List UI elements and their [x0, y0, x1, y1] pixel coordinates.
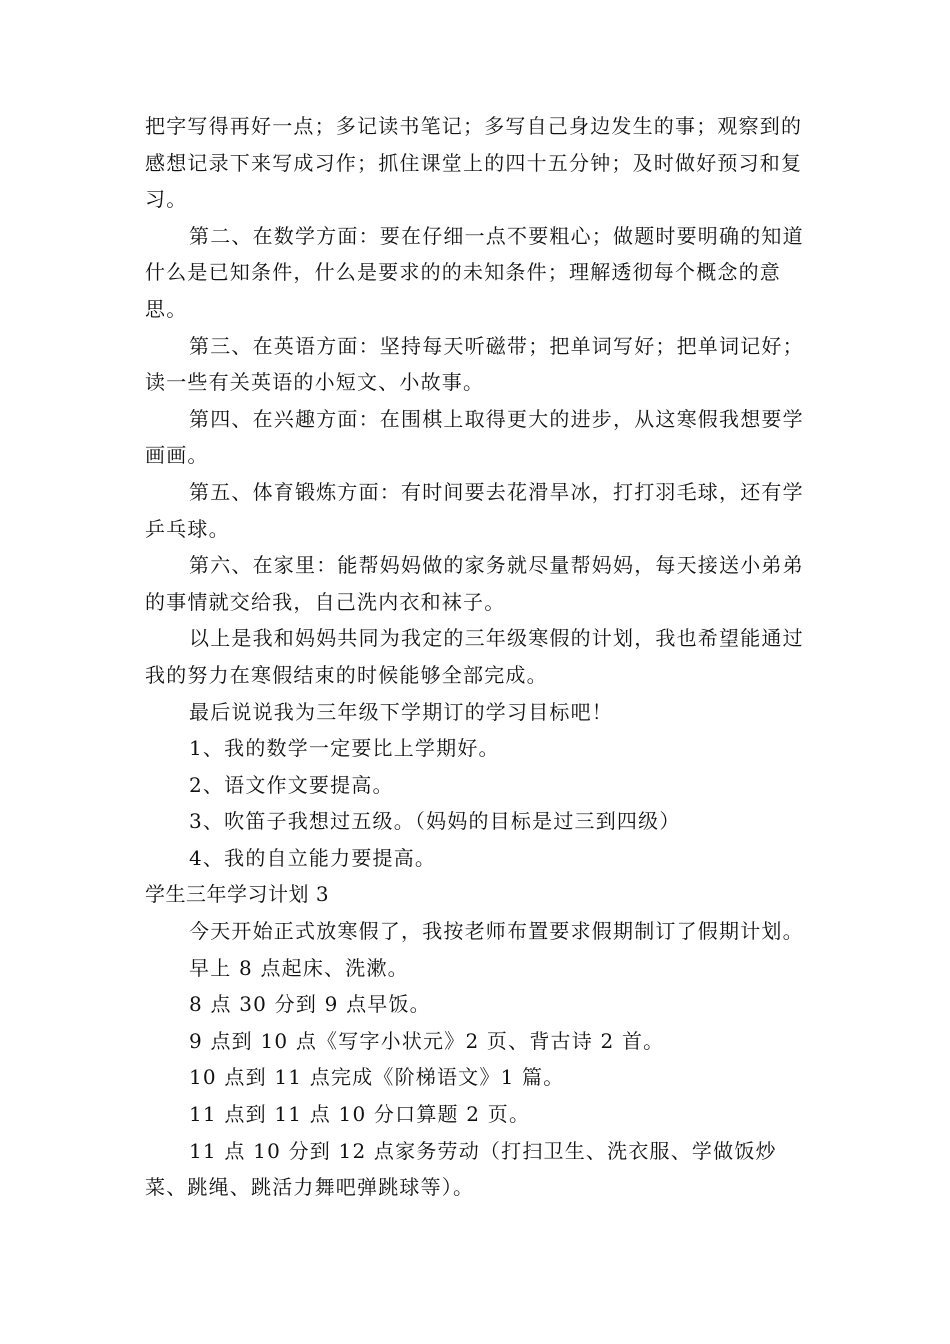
paragraph-sports-plan: 第五、体育锻炼方面：有时间要去花滑旱冰，打打羽毛球，还有学乒乓球。 — [145, 479, 804, 541]
paragraph-home-plan: 第六、在家里：能帮妈妈做的家务就尽量帮妈妈，每天接送小弟弟的事情就交给我，自己洗内衣和袜子。 — [145, 553, 804, 614]
section-intro: 今天开始正式放寒假了，我按老师布置要求假期制订了假期计划。 — [189, 919, 804, 944]
schedule-item-writing: 9 点到 10 点《写字小状元》2 页、背古诗 2 首。 — [189, 1028, 665, 1053]
goal-item-1: 1、我的数学一定要比上学期好。 — [189, 736, 500, 761]
schedule-item-wakeup: 早上 8 点起床、洗漱。 — [189, 955, 409, 980]
schedule-item-math: 11 点到 11 点 10 分口算题 2 页。 — [189, 1102, 531, 1127]
schedule-item-breakfast: 8 点 30 分到 9 点早饭。 — [189, 992, 431, 1017]
goal-item-2: 2、语文作文要提高。 — [189, 772, 394, 797]
schedule-item-chores: 11 点 10 分到 12 点家务劳动（打扫卫生、洗衣服、学做饭炒菜、跳绳、跳活力舞吧弹跳球等）。 — [145, 1138, 777, 1200]
document-body — [145, 108, 815, 1206]
section-title: 学生三年学习计划 3 — [145, 882, 330, 907]
paragraph-english-plan: 第三、在英语方面：坚持每天听磁带；把单词写好；把单词记好；读一些有关英语的小短文、小故事。 — [145, 333, 804, 395]
paragraph-goals-intro: 最后说说我为三年级下学期订的学习目标吧！ — [189, 699, 613, 724]
paragraph-interest-plan: 第四、在兴趣方面：在围棋上取得更大的进步，从这寒假我想要学画画。 — [145, 406, 804, 468]
paragraph-writing-plan: 把字写得再好一点；多记读书笔记；多写自己身边发生的事；观察到的感想记录下来写成习作；抓住课堂上的四十五分钟；及时做好预习和复习。 — [145, 114, 803, 212]
schedule-item-reading: 10 点到 11 点完成《阶梯语文》1 篇。 — [189, 1065, 565, 1090]
goal-item-3: 3、吹笛子我想过五级。（妈妈的目标是过三到四级） — [189, 809, 681, 834]
paragraph-math-plan: 第二、在数学方面：要在仔细一点不要粗心；做题时要明确的知道什么是已知条件，什么是要求的的未知条件；理解透彻每个概念的意思。 — [145, 223, 804, 321]
paragraph-summary: 以上是我和妈妈共同为我定的三年级寒假的计划，我也希望能通过我的努力在寒假结束的时候能够全部完成。 — [145, 626, 804, 687]
goal-item-4: 4、我的自立能力要提高。 — [189, 845, 437, 870]
